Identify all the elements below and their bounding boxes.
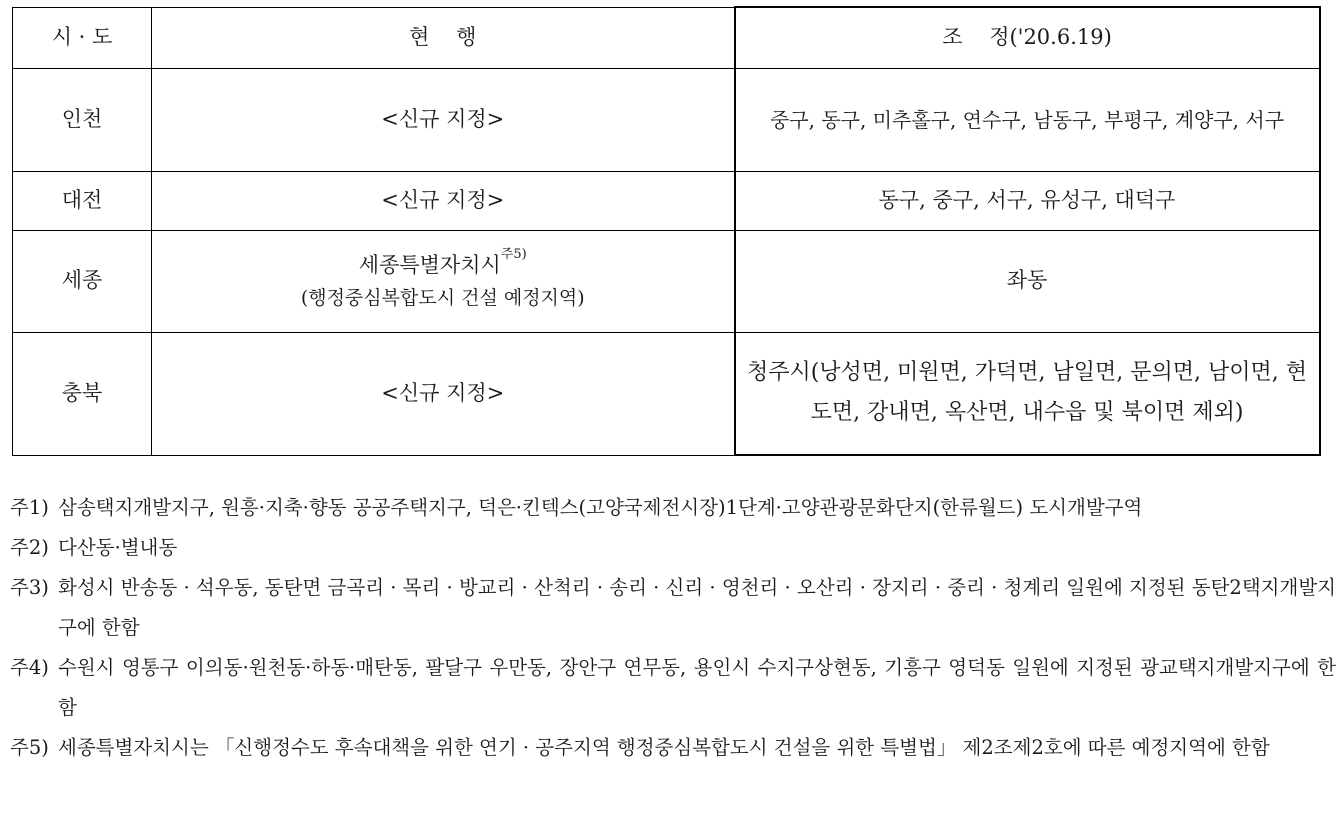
footnote-text: 삼송택지개발지구, 원흥·지축·향동 공공주택지구, 덕은·킨텍스(고양국제전시장)1단계·고양관광문화단지(한류월드) 도시개발구역: [58, 496, 1143, 519]
footnote-ref: 주5): [500, 247, 527, 262]
footnote-text: 다산동·별내동: [58, 536, 178, 559]
table-row: [13, 68, 1320, 171]
adjusted-cell: 동구, 중구, 서구, 유성구, 대덕구: [735, 171, 1320, 230]
header-region: 시 · 도: [13, 7, 152, 68]
adjusted-cell: 좌동: [735, 230, 1320, 332]
footnote-text: 수원시 영통구 이의동·원천동·하동·매탄동, 팔달구 우만동, 장안구 연무동, 용인시 수지구상현동, 기흥구 영덕동 일원에 지정된 광교택지개발지구에 한함: [58, 656, 1336, 719]
footnote: [10, 488, 1336, 528]
footnotes: [10, 488, 1336, 768]
table-row: [13, 171, 1320, 230]
footnote: [10, 528, 1336, 568]
region-cell: 세종: [13, 230, 152, 332]
footnote-text: 세종특별자치시는 「신행정수도 후속대책을 위한 연기 · 공주지역 행정중심복합도시 건설을 위한 특별법」 제2조제2호에 따른 예정지역에 한함: [58, 736, 1270, 759]
current-sub-text: (행정중심복합도시 건설 예정지역): [300, 286, 585, 309]
region-cell: 대전: [13, 171, 152, 230]
footnote-label: 주5): [10, 736, 49, 759]
header-adjusted: 조 정('20.6.19): [735, 7, 1320, 68]
footnote-label: 주2): [10, 536, 49, 559]
footnote-text: 화성시 반송동 · 석우동, 동탄면 금곡리 · 목리 · 방교리 · 산척리 · 송리 · 신리 · 영천리 · 오산리 · 장지리 · 중리 · 청계리 일원에 지정된 동탄2택지개발지구에 한함: [58, 576, 1336, 639]
table-header-row: [13, 7, 1320, 68]
footnote: [10, 568, 1336, 648]
current-cell: <신규 지정>: [152, 68, 735, 171]
regulation-table: [12, 6, 1321, 456]
table-row: [13, 230, 1320, 332]
adjusted-cell: 청주시(낭성면, 미원면, 가덕면, 남일면, 문의면, 남이면, 현도면, 강내면, 옥산면, 내수읍 및 북이면 제외): [735, 332, 1320, 455]
region-cell: 충북: [13, 332, 152, 455]
footnote: [10, 648, 1336, 728]
current-cell: <신규 지정>: [152, 171, 735, 230]
current-cell: [152, 230, 735, 332]
table-row: [13, 332, 1320, 455]
footnote-label: 주1): [10, 496, 49, 519]
current-cell: <신규 지정>: [152, 332, 735, 455]
footnote-label: 주4): [10, 656, 49, 679]
header-current: 현 행: [152, 7, 735, 68]
footnote-label: 주3): [10, 576, 49, 599]
current-main-text: 세종특별자치시: [358, 253, 501, 277]
region-cell: 인천: [13, 68, 152, 171]
footnote: [10, 728, 1336, 768]
adjusted-cell: 중구, 동구, 미추홀구, 연수구, 남동구, 부평구, 계양구, 서구: [735, 68, 1320, 171]
